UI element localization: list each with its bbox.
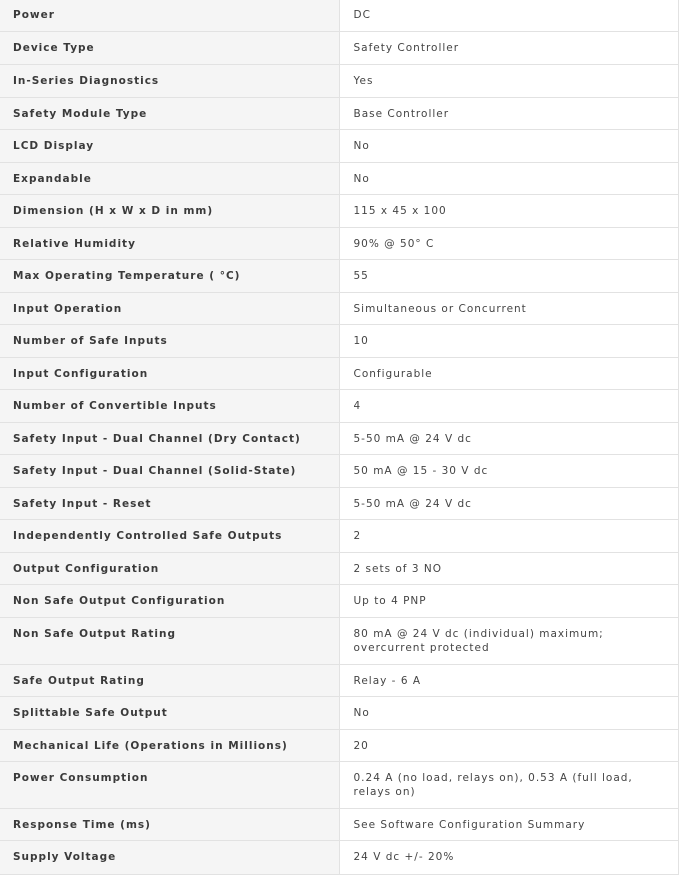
spec-value-lcd-display: No [339, 129, 679, 162]
spec-label-safety-input-dry-contact: Safety Input - Dual Channel (Dry Contact) [0, 422, 339, 454]
spec-value-power-consumption: 0.24 A (no load, relays on), 0.53 A (full load, relays on) [339, 761, 679, 808]
spec-label-splittable-safe-output: Splittable Safe Output [0, 696, 339, 729]
spec-value-response-time: See Software Configuration Summary [339, 808, 679, 840]
spec-label-max-operating-temperature: Max Operating Temperature ( °C) [0, 259, 339, 292]
spec-row-safety-module-type [0, 97, 679, 129]
spec-label-lcd-display: LCD Display [0, 129, 339, 162]
spec-row-number-of-safe-inputs [0, 324, 679, 357]
spec-row-lcd-display [0, 129, 679, 162]
spec-label-safe-output-rating: Safe Output Rating [0, 664, 339, 696]
spec-row-output-configuration [0, 552, 679, 584]
spec-row-response-time [0, 808, 679, 840]
spec-label-device-type: Device Type [0, 31, 339, 64]
spec-value-mechanical-life: 20 [339, 729, 679, 761]
spec-value-non-safe-output-rating: 80 mA @ 24 V dc (individual) maximum; overcurrent protected [339, 617, 679, 664]
spec-row-splittable-safe-output [0, 696, 679, 729]
spec-value-number-of-convertible-inputs: 4 [339, 389, 679, 422]
spec-row-non-safe-output-rating [0, 617, 679, 664]
spec-row-input-configuration [0, 357, 679, 389]
spec-value-safe-output-rating: Relay - 6 A [339, 664, 679, 696]
spec-value-splittable-safe-output: No [339, 696, 679, 729]
spec-value-output-configuration: 2 sets of 3 NO [339, 552, 679, 584]
spec-label-in-series-diagnostics: In-Series Diagnostics [0, 64, 339, 97]
spec-row-device-type [0, 31, 679, 64]
spec-value-safety-input-reset: 5-50 mA @ 24 V dc [339, 487, 679, 519]
spec-value-safety-input-dry-contact: 5-50 mA @ 24 V dc [339, 422, 679, 454]
spec-value-relative-humidity: 90% @ 50° C [339, 227, 679, 259]
spec-value-safety-input-solid-state: 50 mA @ 15 - 30 V dc [339, 454, 679, 487]
spec-row-power [0, 0, 679, 31]
spec-label-number-of-convertible-inputs: Number of Convertible Inputs [0, 389, 339, 422]
spec-value-non-safe-output-configuration: Up to 4 PNP [339, 584, 679, 617]
spec-label-non-safe-output-rating: Non Safe Output Rating [0, 617, 339, 664]
spec-label-safety-input-solid-state: Safety Input - Dual Channel (Solid-State) [0, 454, 339, 487]
spec-value-max-operating-temperature: 55 [339, 259, 679, 292]
spec-label-mechanical-life: Mechanical Life (Operations in Millions) [0, 729, 339, 761]
spec-label-independently-controlled-safe-outputs: Independently Controlled Safe Outputs [0, 519, 339, 552]
spec-value-safety-module-type: Base Controller [339, 97, 679, 129]
spec-row-max-operating-temperature [0, 259, 679, 292]
spec-row-expandable [0, 162, 679, 194]
spec-value-supply-voltage: 24 V dc +/- 20% [339, 840, 679, 874]
spec-value-input-operation: Simultaneous or Concurrent [339, 292, 679, 324]
spec-value-number-of-safe-inputs: 10 [339, 324, 679, 357]
spec-label-supply-voltage: Supply Voltage [0, 840, 339, 874]
spec-row-safety-input-solid-state [0, 454, 679, 487]
spec-row-supply-voltage [0, 840, 679, 874]
spec-value-device-type: Safety Controller [339, 31, 679, 64]
spec-label-input-operation: Input Operation [0, 292, 339, 324]
spec-label-power: Power [0, 0, 339, 31]
spec-label-output-configuration: Output Configuration [0, 552, 339, 584]
spec-row-number-of-convertible-inputs [0, 389, 679, 422]
spec-row-mechanical-life [0, 729, 679, 761]
spec-label-safety-module-type: Safety Module Type [0, 97, 339, 129]
spec-label-non-safe-output-configuration: Non Safe Output Configuration [0, 584, 339, 617]
spec-row-power-consumption [0, 761, 679, 808]
spec-row-non-safe-output-configuration [0, 584, 679, 617]
spec-row-dimension [0, 194, 679, 227]
spec-label-expandable: Expandable [0, 162, 339, 194]
spec-value-independently-controlled-safe-outputs: 2 [339, 519, 679, 552]
spec-row-safe-output-rating [0, 664, 679, 696]
spec-row-safety-input-reset [0, 487, 679, 519]
spec-label-power-consumption: Power Consumption [0, 761, 339, 808]
spec-row-independently-controlled-safe-outputs [0, 519, 679, 552]
spec-value-expandable: No [339, 162, 679, 194]
spec-value-input-configuration: Configurable [339, 357, 679, 389]
spec-row-safety-input-dry-contact [0, 422, 679, 454]
spec-row-input-operation [0, 292, 679, 324]
spec-label-safety-input-reset: Safety Input - Reset [0, 487, 339, 519]
spec-label-input-configuration: Input Configuration [0, 357, 339, 389]
spec-value-in-series-diagnostics: Yes [339, 64, 679, 97]
spec-label-dimension: Dimension (H x W x D in mm) [0, 194, 339, 227]
spec-row-relative-humidity [0, 227, 679, 259]
spec-value-dimension: 115 x 45 x 100 [339, 194, 679, 227]
spec-value-power: DC [339, 0, 679, 31]
spec-label-response-time: Response Time (ms) [0, 808, 339, 840]
spec-label-number-of-safe-inputs: Number of Safe Inputs [0, 324, 339, 357]
spec-row-in-series-diagnostics [0, 64, 679, 97]
spec-label-relative-humidity: Relative Humidity [0, 227, 339, 259]
